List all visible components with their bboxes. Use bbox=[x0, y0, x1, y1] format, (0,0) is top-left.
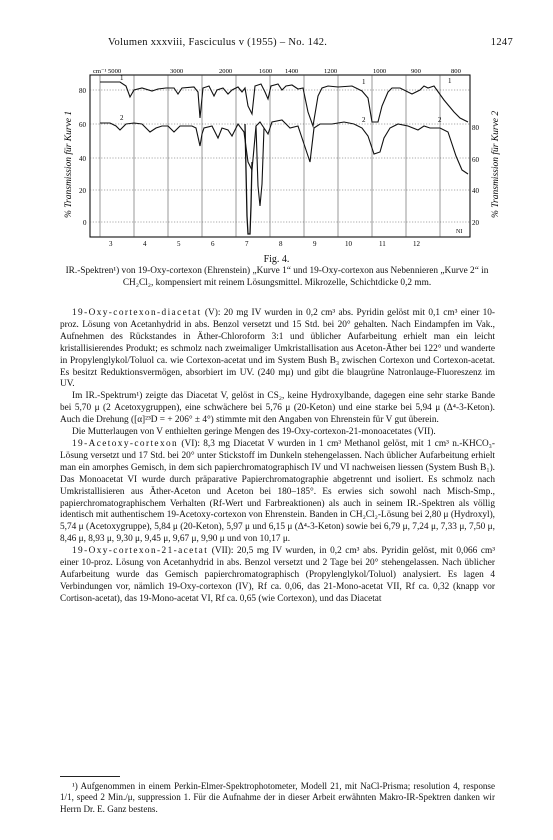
paragraph-lead: 19-Oxy-cortexon-21-acetat bbox=[72, 546, 209, 557]
corner-label: NI bbox=[456, 229, 463, 235]
bottom-tick-label: 5 bbox=[177, 240, 181, 248]
curve-label: 2 bbox=[362, 116, 366, 124]
body-text bbox=[60, 308, 495, 606]
right-tick-label: 80 bbox=[472, 124, 479, 132]
ene-band bbox=[256, 126, 264, 206]
top-tick-label: 1000 bbox=[373, 68, 387, 75]
right-tick-label: 20 bbox=[472, 219, 479, 227]
top-tick-label: 5000 bbox=[108, 68, 122, 75]
bottom-tick-label: 11 bbox=[379, 240, 386, 248]
figure-caption: IR.-Spektren¹) von 19-Oxy-cortexon (Ehrenstein) „Kurve 1“ und 19-Oxy-cortexon aus Nebennieren „Kurve 2“ in CH₂Cl₂, kompensiert mit reinem Lösungsmittel. Mikrozelle, Schichtdicke 0,2 mm. bbox=[65, 266, 489, 288]
curve-label: 2 bbox=[438, 116, 442, 124]
left-tick-label: 40 bbox=[79, 155, 86, 163]
top-tick-label: 2000 bbox=[219, 68, 233, 75]
paragraph bbox=[60, 308, 495, 391]
curve-label: 1 bbox=[362, 78, 366, 86]
paragraph-lead: 19-Acetoxy-cortexon bbox=[72, 438, 179, 449]
footnote-text: ¹) Aufgenommen in einem Perkin-Elmer-Spektrophotometer, Modell 21, mit NaCl-Prisma; resolution 4, response 1/1, speed 2 Min./μ, suppression 1. Für die Aufnahme der in dieser Arbeit erwähnten Makro-IR-Spektren danken wir Herrn Dr. E. Ganz bestens. bbox=[60, 781, 495, 814]
paragraph-text: (VII): 20,5 mg IV wurden, in 0,2 cm³ abs. Pyridin gelöst, mit 0,066 cm³ einer 10-proz. Lösung von Acetanhydrid in abs. Benzol versetzt und 2 Tage bei 20° stehengelassen. Nach üblicher Aufarbeitung wurde das Gemisch papierchromatographisch (Propylenglykol/Toluol) analysiert. Es lagen 4 Verbindungen vor, nämlich 19-Oxy-cortexon (IV), Rf ca. 0,06, das 21-Mono-acetat VII, Rf ca. 0,32 (knapp vor Cortison-acetat), das 19-Mono-acetat VI, Rf ca. 0,65 (wie Cortexon), und das Diacetat bbox=[60, 546, 495, 604]
bottom-tick-label: 9 bbox=[313, 240, 317, 248]
bottom-tick-label: 12 bbox=[413, 240, 420, 248]
right-tick-label: 60 bbox=[472, 156, 479, 164]
top-tick-label: 3000 bbox=[170, 68, 184, 75]
curve-2 bbox=[100, 120, 468, 174]
paragraph bbox=[60, 427, 495, 439]
right-axis-label: % Transmission für Kurve 2 bbox=[491, 110, 501, 218]
vertical-grid bbox=[100, 75, 440, 237]
top-tick-label: 800 bbox=[451, 68, 461, 75]
bottom-axis bbox=[109, 240, 421, 248]
ir-spectrum-figure bbox=[62, 66, 502, 252]
right-axis bbox=[472, 124, 480, 227]
running-header bbox=[108, 37, 513, 51]
left-axis-label: % Transmission für Kurve 1 bbox=[64, 110, 74, 218]
paragraph bbox=[60, 391, 495, 427]
bottom-tick-label: 10 bbox=[345, 240, 352, 248]
figure-label: Fig. 4. bbox=[263, 254, 290, 265]
curve-label: 1 bbox=[448, 77, 452, 85]
curve-label: 1 bbox=[120, 74, 124, 82]
bottom-tick-label: 3 bbox=[109, 240, 113, 248]
bottom-tick-label: 6 bbox=[211, 240, 215, 248]
top-tick-label: 1400 bbox=[285, 68, 299, 75]
plot-frame bbox=[90, 75, 470, 237]
left-tick-label: 60 bbox=[79, 121, 86, 129]
left-axis bbox=[79, 87, 87, 227]
paragraph-text: (V): 20 mg IV wurden in 0,2 cm³ abs. Pyridin gelöst mit 0,1 cm³ einer 10-proz. Lösung von Acetanhydrid in abs. Benzol versetzt und 15 Std. bei 20° gehalten. Nach Eindampfen im Vak., Aufnehmen des Rückstandes in Äther-Chloroform 3:1 und üblicher Aufarbeitung erhielt man ein leicht kristallisierendes Produkt; es schmolz nach zweimaliger Umkristallisation aus Aceton-Äther bei 122° und wanderte in Propylenglykol/Toluol ca. wie Cortexon-acetat und im System Bush B₃ zwischen Cortexon und Cortexon-acetat. Es besitzt Reduktionsvermögen, absorbiert im UV. (240 mμ) und gibt die blaugrüne Natronlauge-Fluoreszenz im UV. bbox=[60, 308, 495, 390]
right-tick-label: 40 bbox=[472, 187, 479, 195]
curve-label: 2 bbox=[120, 114, 124, 122]
left-tick-label: 80 bbox=[79, 87, 86, 95]
paragraph-text: (VI): 8,3 mg Diacetat V wurden in 1 cm³ Methanol gelöst, mit 1 cm³ n.-KHCO₃-Lösung versetzt und 17 Std. bei 20° unter Stickstoff im Dunkeln stehengelassen. Nach üblicher Aufarbeitung erhielt man ein amorphes Gemisch, in dem sich papierchromatographisch IV und VI nachweisen liessen (System Bush B₁). Das Monoacetat VI wurde durch präparative Papierchromatographie abgetrennt und isoliert. Es schmolz nach Umkristallisieren aus Äther-Aceton und Aceton bei 180–185°. Es erwies sich sowohl nach Misch-Smp., papierchromatographischem Verhalten (Rf-Wert und Farbreaktionen) als auch in seinem IR.-Spektren als völlig identisch mit authentischem 19-Acetoxy-cortexon von Ehrenstein. Banden in CH₂Cl₂-Lösung bei 2,80 μ (Hydroxyl), 5,74 μ (Acetoxygruppe), 5,84 μ (20-Keton), 5,97 μ und 6,15 μ (Δ⁴-3-Keton) sowie bei 6,79 μ, 7,24 μ, 7,33 μ, 7,50 μ, 8,46 μ, 8,93 μ, 9,30 μ, 9,45 μ, 9,67 μ, 9,90 μ und von 10,17 μ. bbox=[60, 438, 495, 545]
paragraph-text: Die Mutterlaugen von V enthielten geringe Mengen des 19-Oxy-cortexon-21-monoacetates (VII). bbox=[72, 427, 436, 438]
paragraph-text: Im IR.-Spektrum¹) zeigte das Diacetat V, gelöst in CS₂, keine Hydroxylbande, dagegen eine sehr starke Bande bei 5,70 μ (2 Acetoxygruppen), eine schwächere bei 5,76 μ (20-Keton) und eine starke bei 5,94 μ (Δ⁴-3-Keton). Auch die Drehung ([α]²³D = + 206° ± 4°) stimmte mit den Angaben von Ehrenstein für V gut überein. bbox=[60, 391, 495, 426]
bottom-tick-label: 7 bbox=[245, 240, 249, 248]
paragraph-lead: 19-Oxy-cortexon-diacetat bbox=[72, 308, 202, 318]
left-tick-label: 20 bbox=[79, 187, 86, 195]
top-axis-unit: cm⁻¹ bbox=[93, 68, 107, 75]
bottom-tick-label: 4 bbox=[143, 240, 147, 248]
carbonyl-band bbox=[245, 124, 252, 234]
footnote bbox=[60, 781, 495, 815]
footnote-rule bbox=[60, 776, 120, 777]
page-number: 1247 bbox=[490, 37, 513, 48]
left-tick-label: 0 bbox=[83, 219, 87, 227]
bottom-tick-label: 8 bbox=[279, 240, 283, 248]
top-axis bbox=[93, 68, 462, 75]
horizontal-grid bbox=[90, 90, 470, 222]
paragraph bbox=[60, 439, 495, 546]
top-tick-label: 1200 bbox=[324, 68, 338, 75]
running-title: Volumen xxxviii, Fasciculus v (1955) – No. 142. bbox=[108, 37, 328, 48]
top-tick-label: 900 bbox=[411, 68, 421, 75]
curve-1 bbox=[100, 82, 468, 126]
top-tick-label: 1600 bbox=[259, 68, 273, 75]
curve-labels bbox=[120, 74, 452, 124]
paragraph bbox=[60, 546, 495, 606]
